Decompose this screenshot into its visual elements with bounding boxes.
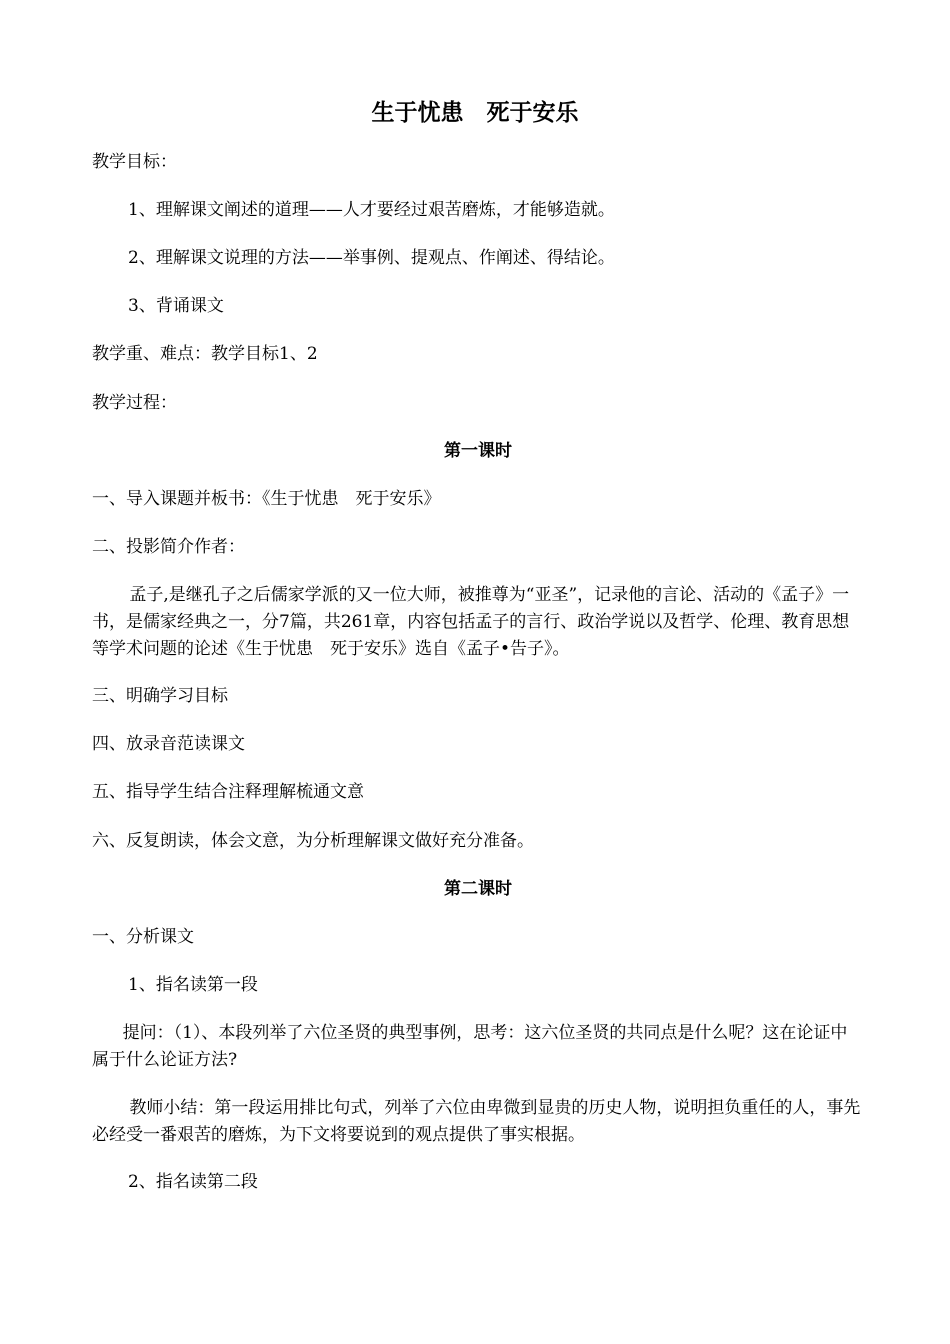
objective-item-3: 3、背诵课文 bbox=[128, 296, 224, 316]
lesson2-heading: 第二课时 bbox=[444, 879, 512, 899]
lesson1-step5: 五、指导学生结合注释理解梳通文意 bbox=[92, 782, 364, 802]
key-points: 教学重、难点：教学目标1、2 bbox=[92, 344, 318, 364]
document-title: 生于忧患 死于安乐 bbox=[371, 100, 579, 126]
summary-paragraph: 教师小结：第一段运用排比句式，列举了六位由卑微到显贵的历史人物，说明担负重任的人，事先必经受一番艰苦的磨炼，为下文将要说到的观点提供了事实根据。 bbox=[92, 1098, 861, 1145]
lesson1-step3: 三、明确学习目标 bbox=[92, 686, 228, 706]
lesson2-sub1: 1、指名读第一段 bbox=[128, 975, 258, 995]
question-paragraph: 提问：（1）、本段列举了六位圣贤的典型事例，思考：这六位圣贤的共同点是什么呢？这在论证中属于什么论证方法? bbox=[92, 1023, 848, 1070]
objective-item-2: 2、理解课文说理的方法——举事例、提观点、作阐述、得结论。 bbox=[128, 248, 615, 268]
lesson2-step1: 一、分析课文 bbox=[92, 927, 194, 947]
lesson1-step4: 四、放录音范读课文 bbox=[92, 734, 245, 754]
lesson1-step2: 二、投影简介作者： bbox=[92, 537, 245, 557]
lesson2-sub2: 2、指名读第二段 bbox=[128, 1172, 258, 1192]
author-intro-paragraph: 孟子,是继孔子之后儒家学派的又一位大师，被推尊为“亚圣”，记录他的言论、活动的《孟子》一书，是儒家经典之一，分7篇，共261章，内容包括孟子的言行、政治学说以及哲学、伦理、教育思想等学术问题的论述《生于忧患 死于安乐》选自《孟子•告子》。 bbox=[92, 585, 850, 659]
objectives-label: 教学目标： bbox=[92, 152, 177, 172]
lesson1-heading: 第一课时 bbox=[444, 441, 512, 461]
process-label: 教学过程： bbox=[92, 393, 177, 413]
objective-item-1: 1、理解课文阐述的道理——人才要经过艰苦磨炼，才能够造就。 bbox=[128, 200, 615, 220]
lesson1-step6: 六、反复朗读，体会文意，为分析理解课文做好充分准备。 bbox=[92, 831, 534, 851]
lesson1-step1: 一、导入课题并板书：《生于忧患 死于安乐》 bbox=[92, 489, 441, 509]
